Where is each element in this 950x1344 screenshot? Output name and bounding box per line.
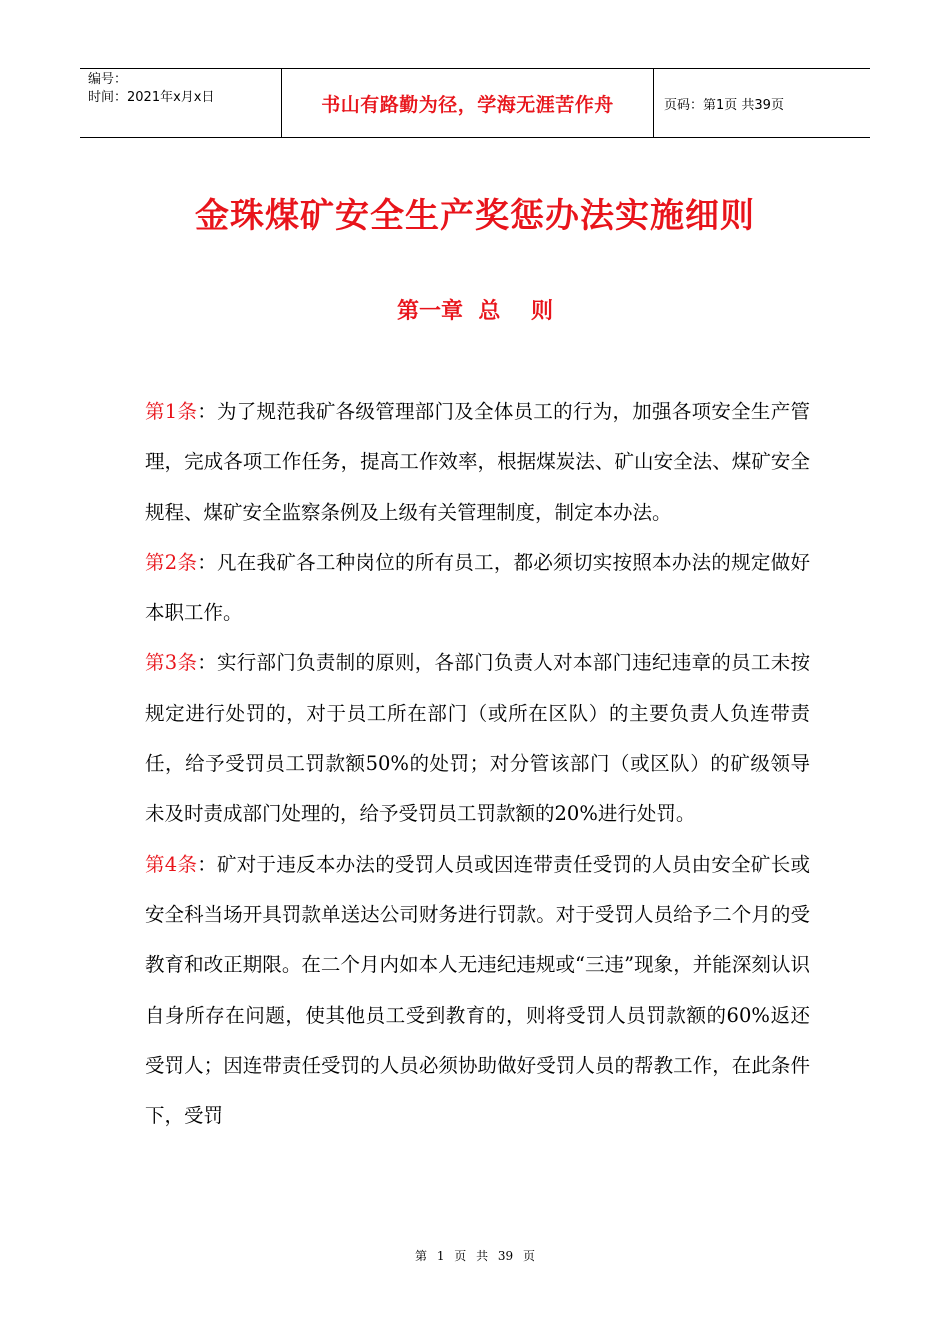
article <box>145 538 810 639</box>
header-left-cell <box>80 69 282 137</box>
article-text: ：实行部门负责制的原则，各部门负责人对本部门违纪违章的员工未按规定进行处罚的，对于员工所在部门（或所在区队）的主要负责人负连带责任，给予受罚员工罚款额50%的处罚；对分管该部门（或区队）的矿级领导未及时责成部门处理的，给予受罚员工罚款额的20%进行处罚。 <box>145 651 810 826</box>
number-label: 编号： <box>88 72 128 87</box>
article <box>145 840 810 1142</box>
header-table <box>80 68 870 138</box>
time-label: 时间：2021年x月x日 <box>88 90 215 105</box>
article <box>145 387 810 538</box>
article-label: 第3条 <box>145 651 198 675</box>
article <box>145 638 810 839</box>
page-label: 页码：第1页 共39页 <box>664 97 784 113</box>
article-text: ：凡在我矿各工种岗位的所有员工，都必须切实按照本办法的规定做好本职工作。 <box>145 550 810 625</box>
motto: 书山有路勤为径，学海无涯苦作舟 <box>321 93 614 116</box>
article-text: ：矿对于违反本办法的受罚人员或因连带责任受罚的人员由安全矿长或安全科当场开具罚款单送达公司财务进行罚款。对于受罚人员给予二个月的受教育和改正期限。在二个月内如本人无违纪违规或“三违”现象，并能深刻认识自身所存在问题，使其他员工受到教育的，则将受罚人员罚款额的60%返还受罚人；因连带责任受罚的人员必须协助做好受罚人员的帮教工作，在此条件下，受罚 <box>145 852 810 1128</box>
article-label: 第2条 <box>145 550 198 574</box>
article-label: 第4条 <box>145 852 198 876</box>
header-motto-cell <box>282 69 654 137</box>
document-title: 金珠煤矿安全生产奖惩办法实施细则 <box>195 196 755 236</box>
header-page-cell <box>654 69 870 137</box>
page-footer: 第 1 页 共 39 页 <box>415 1249 535 1263</box>
article-label: 第1条 <box>145 400 198 423</box>
article-list <box>145 387 810 1141</box>
article-text: ：为了规范我矿各级管理部门及全体员工的行为，加强各项安全生产管理，完成各项工作任务，提高工作效率，根据煤炭法、矿山安全法、煤矿安全规程、煤矿安全监察条例及上级有关管理制度，制定本办法。 <box>145 400 810 524</box>
chapter-heading: 第一章 总 则 <box>397 298 553 324</box>
